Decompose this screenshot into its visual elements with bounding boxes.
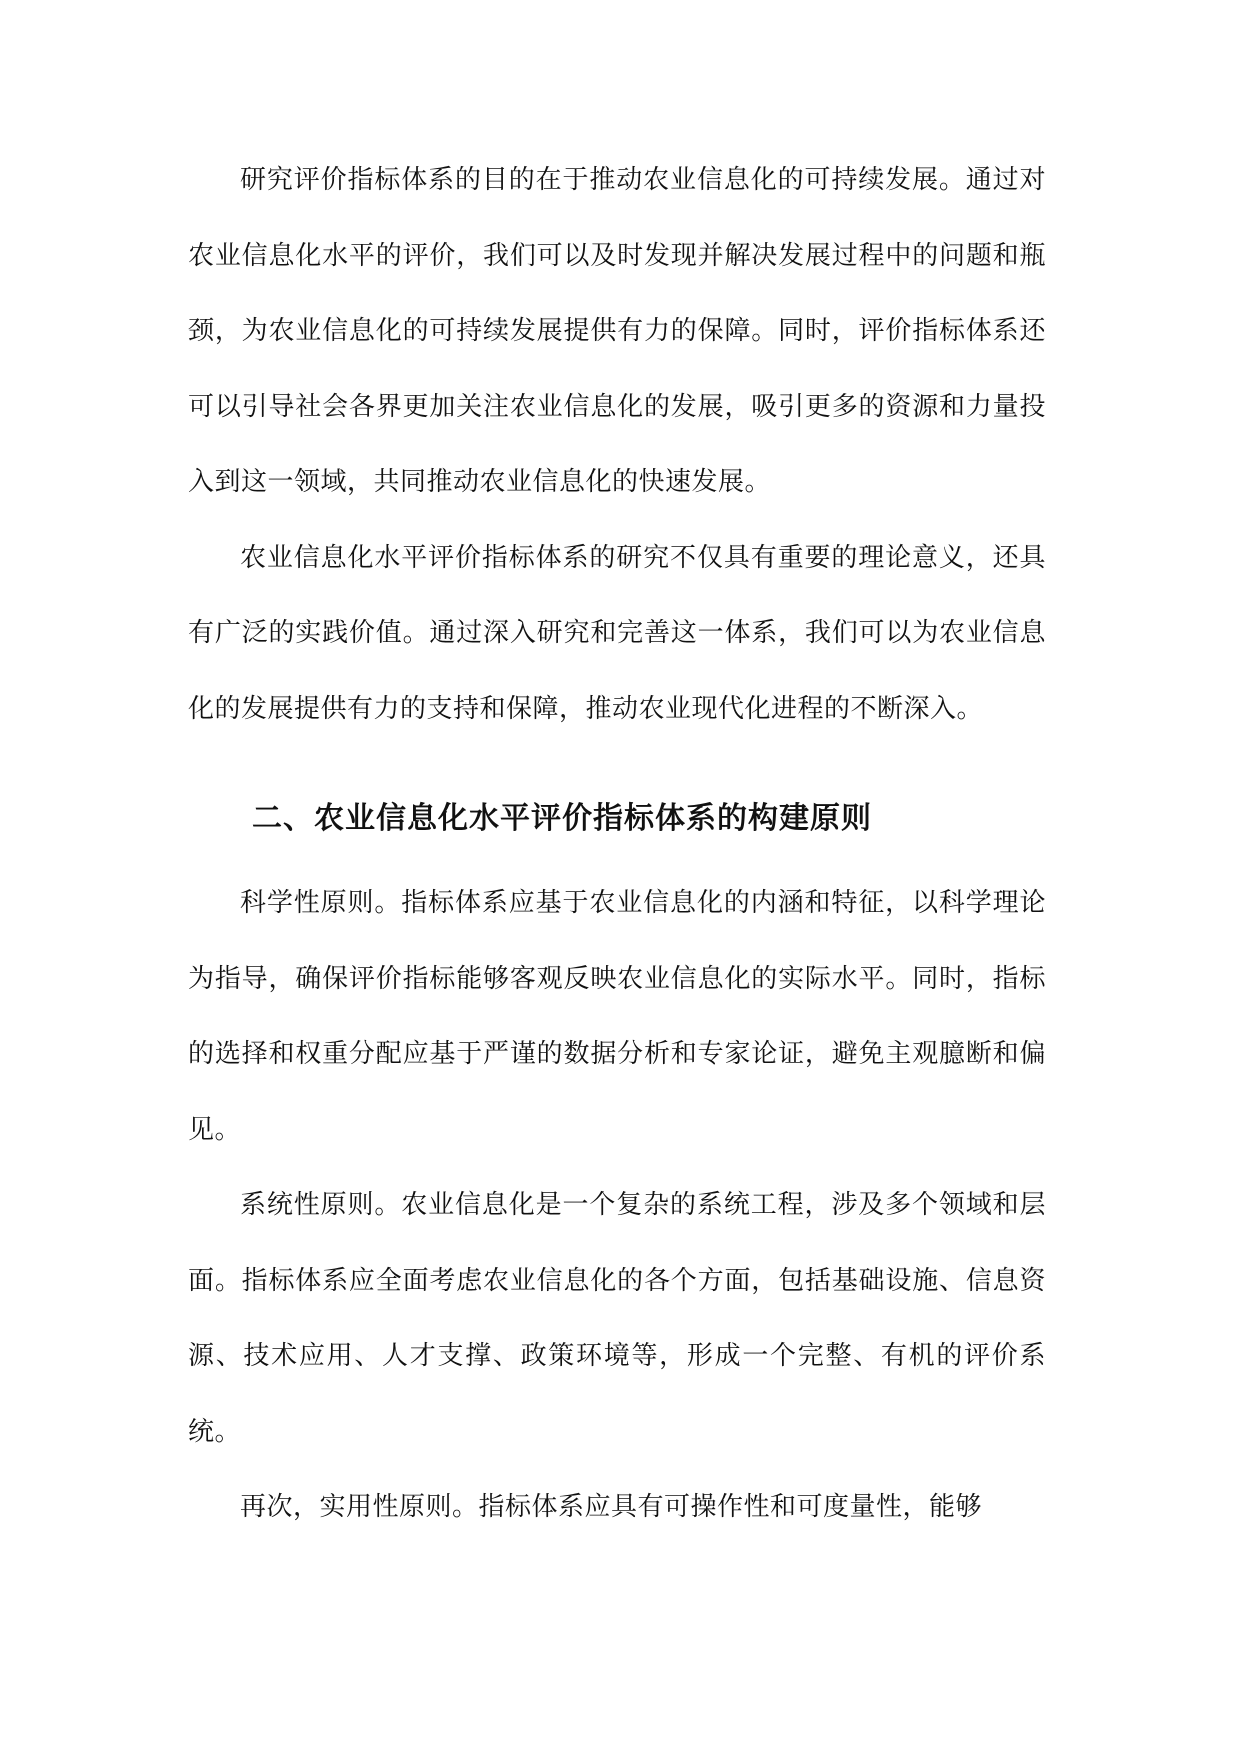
document-body — [188, 143, 1046, 1546]
section-heading: 二、农业信息化水平评价指标体系的构建原则 — [252, 801, 872, 836]
paragraph-scientific-principle: 科学性原则。指标体系应基于农业信息化的内涵和特征，以科学理论为指导，确保评价指标能够客观反映农业信息化的实际水平。同时，指标的选择和权重分配应基于严谨的数据分析和专家论证，避免主观臆断和偏见。 — [188, 888, 1046, 1145]
paragraph-practical-principle: 再次，实用性原则。指标体系应具有可操作性和可度量性，能够 — [240, 1492, 983, 1522]
paragraph-purpose: 研究评价指标体系的目的在于推动农业信息化的可持续发展。通过对农业信息化水平的评价，我们可以及时发现并解决发展过程中的问题和瓶颈，为农业信息化的可持续发展提供有力的保障。同时，评价指标体系还可以引导社会各界更加关注农业信息化的发展，吸引更多的资源和力量投入到这一领域，共同推动农业信息化的快速发展。 — [188, 165, 1046, 497]
paragraph-significance: 农业信息化水平评价指标体系的研究不仅具有重要的理论意义，还具有广泛的实践价值。通过深入研究和完善这一体系，我们可以为农业信息化的发展提供有力的支持和保障，推动农业现代化进程的不断深入。 — [188, 542, 1046, 724]
paragraph-systematic-principle: 系统性原则。农业信息化是一个复杂的系统工程，涉及多个领域和层面。指标体系应全面考虑农业信息化的各个方面，包括基础设施、信息资源、技术应用、人才支撑、政策环境等，形成一个完整、有机的评价系统。 — [188, 1190, 1046, 1447]
